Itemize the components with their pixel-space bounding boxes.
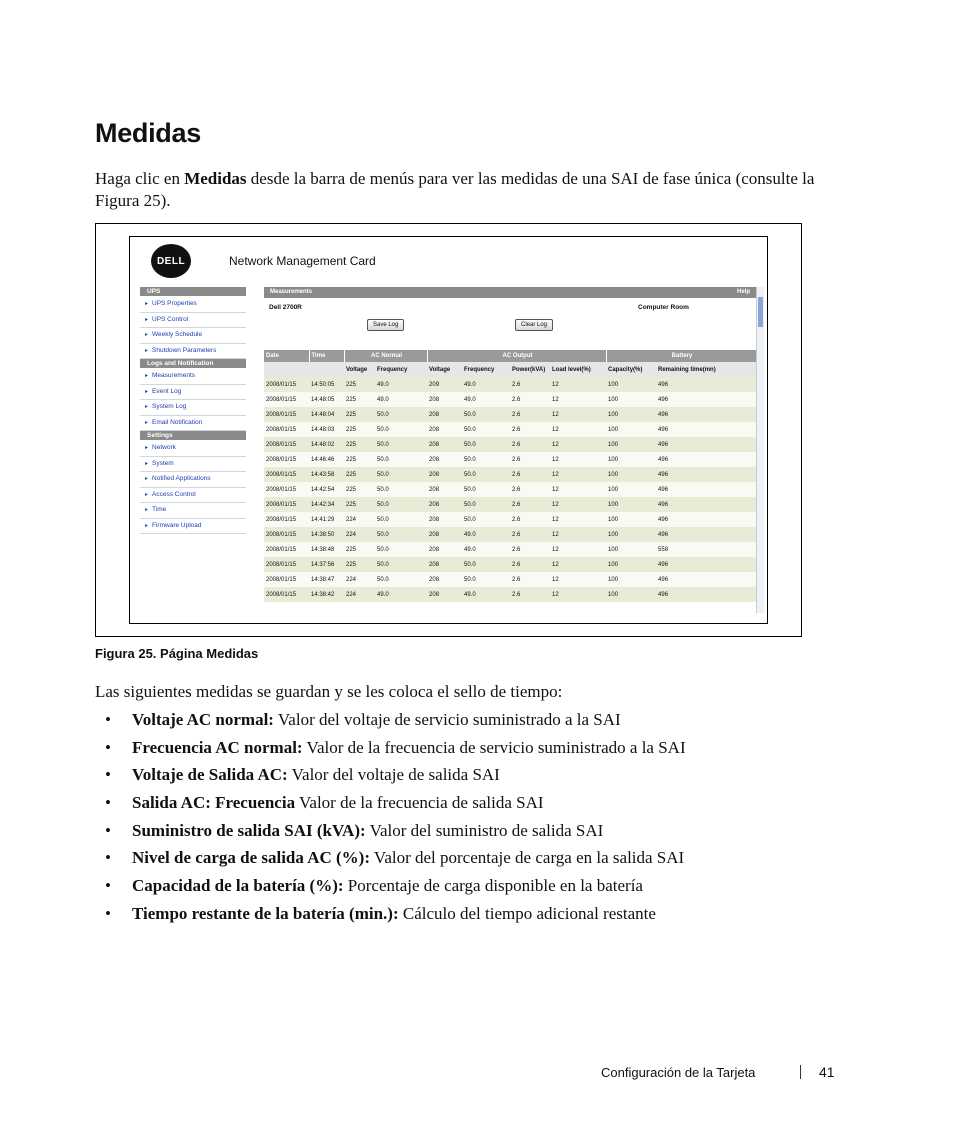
table-cell: 50.0 — [375, 572, 427, 587]
table-cell: 2008/01/15 — [264, 437, 309, 452]
table-cell: 50.0 — [462, 512, 510, 527]
table-cell: 50.0 — [375, 407, 427, 422]
footer-section-title: Configuración de la Tarjeta — [601, 1065, 756, 1080]
table-cell: 496 — [656, 422, 756, 437]
table-cell: 50.0 — [462, 467, 510, 482]
empty-header — [264, 362, 309, 377]
table-cell: 14:42:54 — [309, 482, 344, 497]
list-item-description: Porcentaje de carga disponible en la batería — [343, 876, 643, 896]
table-cell: 208 — [427, 557, 462, 572]
group-header-row — [264, 350, 756, 362]
table-cell: 2008/01/15 — [264, 587, 309, 602]
table-row — [264, 377, 756, 392]
table-cell: 14:50:05 — [309, 377, 344, 392]
table-cell: 2008/01/15 — [264, 452, 309, 467]
table-cell: 100 — [606, 452, 656, 467]
intro-text-post: desde la barra de menús para ver las medidas de una SAI de fase única (consulte la Figura 25). — [95, 169, 815, 210]
device-info — [264, 298, 756, 350]
table-cell: 208 — [427, 422, 462, 437]
column-header: Voltage — [427, 362, 462, 377]
column-header: Frequency — [462, 362, 510, 377]
panel-header — [264, 287, 756, 298]
table-cell: 2008/01/15 — [264, 557, 309, 572]
table-row — [264, 452, 756, 467]
table-cell: 2008/01/15 — [264, 482, 309, 497]
table-cell: 496 — [656, 392, 756, 407]
list-item-description: Valor del voltaje de servicio suministrado a la SAI — [273, 710, 621, 729]
table-cell: 2.6 — [510, 587, 550, 602]
intro-paragraph — [95, 168, 855, 212]
table-cell: 2008/01/15 — [264, 497, 309, 512]
table-cell: 208 — [427, 437, 462, 452]
table-cell: 2008/01/15 — [264, 512, 309, 527]
table-cell: 208 — [427, 407, 462, 422]
table-cell: 208 — [427, 392, 462, 407]
table-cell: 2008/01/15 — [264, 527, 309, 542]
sidebar-item[interactable]: ▸ Firmware Upload — [140, 519, 246, 535]
table-cell: 49.0 — [375, 392, 427, 407]
table-cell: 100 — [606, 467, 656, 482]
table-cell: 2008/01/15 — [264, 407, 309, 422]
table-cell: 2.6 — [510, 422, 550, 437]
ups-location: Computer Room — [638, 304, 689, 311]
table-row — [264, 482, 756, 497]
table-cell: 12 — [550, 572, 606, 587]
table-cell: 50.0 — [462, 422, 510, 437]
table-cell: 100 — [606, 437, 656, 452]
table-cell: 49.0 — [375, 587, 427, 602]
table-row — [264, 542, 756, 557]
intro-bold-term: Medidas — [184, 169, 247, 188]
table-cell: 2008/01/15 — [264, 392, 309, 407]
table-cell: 208 — [427, 542, 462, 557]
sidebar-item[interactable]: ▸ Weekly Schedule — [140, 328, 246, 344]
list-item — [105, 847, 686, 875]
list-item-term: Nivel de carga de salida AC (%): — [132, 848, 370, 868]
table-cell: 12 — [550, 542, 606, 557]
table-cell: 496 — [656, 437, 756, 452]
list-item — [105, 903, 686, 931]
table-cell: 2008/01/15 — [264, 467, 309, 482]
table-cell: 208 — [427, 497, 462, 512]
table-cell: 2.6 — [510, 572, 550, 587]
table-cell: 14:42:34 — [309, 497, 344, 512]
table-cell: 100 — [606, 557, 656, 572]
column-header: Voltage — [344, 362, 375, 377]
screenshot-window — [129, 236, 768, 624]
table-cell: 49.0 — [375, 377, 427, 392]
table-cell: 225 — [344, 557, 375, 572]
table-cell: 14:46:46 — [309, 452, 344, 467]
sidebar-item[interactable]: ▸ Measurements — [140, 369, 246, 385]
scrollbar-thumb[interactable] — [758, 297, 763, 327]
table-cell: 496 — [656, 407, 756, 422]
table-cell: 14:48:03 — [309, 422, 344, 437]
table-cell: 496 — [656, 482, 756, 497]
table-cell: 14:38:50 — [309, 527, 344, 542]
table-cell: 100 — [606, 572, 656, 587]
list-item-term: Tiempo restante de la batería (min.): — [132, 903, 399, 923]
table-row — [264, 407, 756, 422]
footer-divider — [800, 1065, 801, 1079]
table-row — [264, 497, 756, 512]
table-cell: 49.0 — [462, 377, 510, 392]
measurement-list — [105, 709, 686, 931]
list-item-description: Valor del porcentaje de carga en la salida SAI — [369, 848, 685, 868]
table-cell: 496 — [656, 512, 756, 527]
table-cell: 2.6 — [510, 512, 550, 527]
table-cell: 50.0 — [462, 452, 510, 467]
lead-paragraph: Las siguientes medidas se guardan y se les coloca el sello de tiempo: — [95, 682, 563, 701]
table-cell: 100 — [606, 482, 656, 497]
clear-log-button[interactable]: Clear Log — [515, 319, 553, 331]
table-cell: 2.6 — [510, 482, 550, 497]
sidebar-item[interactable]: ▸ Access Control — [140, 488, 246, 504]
table-cell: 50.0 — [462, 437, 510, 452]
table-cell: 2.6 — [510, 407, 550, 422]
column-header: Frequency — [375, 362, 427, 377]
table-cell: 225 — [344, 377, 375, 392]
table-cell: 12 — [550, 407, 606, 422]
table-cell: 2.6 — [510, 542, 550, 557]
table-cell: 224 — [344, 512, 375, 527]
table-cell: 100 — [606, 512, 656, 527]
table-cell: 225 — [344, 407, 375, 422]
table-cell: 100 — [606, 377, 656, 392]
table-cell: 49.0 — [462, 527, 510, 542]
table-cell: 12 — [550, 467, 606, 482]
table-cell: 225 — [344, 437, 375, 452]
table-cell: 14:38:48 — [309, 542, 344, 557]
table-cell: 496 — [656, 377, 756, 392]
table-cell: 12 — [550, 557, 606, 572]
table-cell: 50.0 — [375, 512, 427, 527]
table-cell: 224 — [344, 572, 375, 587]
app-title: Network Management Card — [229, 254, 376, 268]
measurements-table — [264, 350, 757, 602]
table-cell: 225 — [344, 392, 375, 407]
table-cell: 50.0 — [375, 467, 427, 482]
ups-model: Dell 2700R — [269, 304, 302, 311]
table-cell: 2008/01/15 — [264, 572, 309, 587]
table-cell: 49.0 — [462, 542, 510, 557]
table-cell: 50.0 — [375, 497, 427, 512]
table-cell: 50.0 — [375, 452, 427, 467]
table-cell: 2.6 — [510, 392, 550, 407]
sidebar-item[interactable]: ▸ Notified Applications — [140, 472, 246, 488]
table-cell: 225 — [344, 542, 375, 557]
list-item-term: Suministro de salida SAI (kVA): — [132, 820, 366, 840]
table-cell: 225 — [344, 422, 375, 437]
table-cell: 2.6 — [510, 527, 550, 542]
header-date: Date — [264, 350, 309, 362]
list-item-description: Valor de la frecuencia de servicio suministrado a la SAI — [302, 737, 686, 757]
list-item-term: Voltaje AC normal: — [132, 710, 274, 729]
table-cell: 12 — [550, 452, 606, 467]
list-item-term: Frecuencia AC normal: — [132, 737, 303, 757]
table-cell: 225 — [344, 452, 375, 467]
table-cell: 224 — [344, 587, 375, 602]
table-cell: 100 — [606, 542, 656, 557]
sidebar-item[interactable]: ▸ System Log — [140, 400, 246, 416]
list-item — [105, 875, 686, 903]
table-cell: 208 — [427, 512, 462, 527]
table-cell: 2008/01/15 — [264, 422, 309, 437]
table-cell: 50.0 — [375, 422, 427, 437]
table-cell: 100 — [606, 422, 656, 437]
table-cell: 225 — [344, 482, 375, 497]
list-item — [105, 792, 686, 820]
table-cell: 49.0 — [462, 587, 510, 602]
list-item-description: Valor de la frecuencia de salida SAI — [295, 793, 544, 813]
table-cell: 14:37:56 — [309, 557, 344, 572]
sidebar-item[interactable]: ▸ Event Log — [140, 385, 246, 401]
list-item-description: Valor del voltaje de salida SAI — [287, 765, 500, 785]
table-cell: 50.0 — [462, 497, 510, 512]
table-cell: 14:48:05 — [309, 392, 344, 407]
column-header: Power(kVA) — [510, 362, 550, 377]
table-cell: 14:41:29 — [309, 512, 344, 527]
sidebar-item[interactable]: ▸ Network — [140, 441, 246, 457]
column-header: Load level(%) — [550, 362, 606, 377]
table-row — [264, 587, 756, 602]
table-cell: 225 — [344, 497, 375, 512]
table-body — [264, 377, 756, 602]
table-cell: 100 — [606, 527, 656, 542]
table-cell: 558 — [656, 542, 756, 557]
table-cell: 50.0 — [462, 482, 510, 497]
sidebar-item[interactable]: ▸ Email Notification — [140, 416, 246, 432]
table-cell: 496 — [656, 527, 756, 542]
table-cell: 100 — [606, 407, 656, 422]
table-cell: 49.0 — [462, 392, 510, 407]
nav-section-header: UPS — [140, 287, 246, 296]
header-battery: Battery — [606, 350, 756, 362]
list-item — [105, 709, 686, 737]
list-item — [105, 737, 686, 765]
table-cell: 50.0 — [375, 482, 427, 497]
table-cell: 2.6 — [510, 467, 550, 482]
vertical-scrollbar[interactable] — [756, 287, 764, 613]
table-cell: 2008/01/15 — [264, 377, 309, 392]
sidebar-item[interactable]: ▸ UPS Properties — [140, 297, 246, 313]
table-row — [264, 557, 756, 572]
table-cell: 14:38:47 — [309, 572, 344, 587]
table-cell: 12 — [550, 392, 606, 407]
table-cell: 50.0 — [375, 557, 427, 572]
table-cell: 496 — [656, 557, 756, 572]
table-row — [264, 512, 756, 527]
list-item-term: Capacidad de la batería (%): — [132, 876, 344, 896]
header-ac-output: AC Output — [427, 350, 606, 362]
list-item — [105, 820, 686, 848]
nav-section-header: Logs and Notification — [140, 359, 246, 368]
table-cell: 225 — [344, 467, 375, 482]
table-cell: 50.0 — [375, 527, 427, 542]
table-cell: 2.6 — [510, 452, 550, 467]
table-cell: 50.0 — [462, 572, 510, 587]
column-header-row — [264, 362, 756, 377]
table-row — [264, 572, 756, 587]
table-cell: 496 — [656, 572, 756, 587]
table-cell: 208 — [427, 467, 462, 482]
table-cell: 100 — [606, 587, 656, 602]
list-item-term: Voltaje de Salida AC: — [132, 765, 288, 785]
panel-title: Measurements — [270, 289, 313, 295]
list-item-term: Salida AC: Frecuencia — [132, 793, 296, 813]
table-cell: 12 — [550, 422, 606, 437]
table-cell: 50.0 — [375, 542, 427, 557]
list-item — [105, 764, 686, 792]
empty-header — [309, 362, 344, 377]
table-cell: 208 — [427, 572, 462, 587]
table-cell: 496 — [656, 497, 756, 512]
table-cell: 12 — [550, 512, 606, 527]
sidebar-item[interactable]: ▸ UPS Control — [140, 313, 246, 329]
table-cell: 12 — [550, 377, 606, 392]
measurements-panel — [264, 287, 756, 613]
save-log-button[interactable]: Save Log — [367, 319, 404, 331]
table-cell: 2.6 — [510, 557, 550, 572]
table-cell: 50.0 — [462, 407, 510, 422]
sidebar-nav — [140, 287, 246, 534]
table-cell: 208 — [427, 452, 462, 467]
table-cell: 12 — [550, 527, 606, 542]
sidebar-item[interactable]: ▸ Shutdown Parameters — [140, 344, 246, 360]
column-header: Capacity(%) — [606, 362, 656, 377]
sidebar-item[interactable]: ▸ System — [140, 457, 246, 473]
table-cell: 2008/01/15 — [264, 542, 309, 557]
table-row — [264, 527, 756, 542]
sidebar-item[interactable]: ▸ Time — [140, 503, 246, 519]
help-link[interactable]: Help — [736, 289, 750, 295]
nav-section-header: Settings — [140, 431, 246, 440]
dell-logo: DELL — [151, 244, 191, 278]
figure-caption: Figura 25. Página Medidas — [95, 646, 259, 661]
table-cell: 12 — [550, 482, 606, 497]
table-cell: 14:43:58 — [309, 467, 344, 482]
table-row — [264, 437, 756, 452]
table-row — [264, 392, 756, 407]
table-cell: 496 — [656, 452, 756, 467]
table-cell: 208 — [427, 587, 462, 602]
table-cell: 12 — [550, 587, 606, 602]
table-cell: 14:48:02 — [309, 437, 344, 452]
table-cell: 12 — [550, 497, 606, 512]
table-cell: 14:48:04 — [309, 407, 344, 422]
page-title: Medidas — [95, 118, 201, 148]
column-header: Remaining time(mn) — [656, 362, 756, 377]
table-row — [264, 467, 756, 482]
table-cell: 208 — [427, 527, 462, 542]
header-ac-normal: AC Normal — [344, 350, 427, 362]
table-cell: 12 — [550, 437, 606, 452]
table-row — [264, 422, 756, 437]
list-item-description: Valor del suministro de salida SAI — [365, 820, 604, 840]
figure-frame — [95, 223, 802, 637]
table-cell: 50.0 — [462, 557, 510, 572]
table-cell: 208 — [427, 482, 462, 497]
table-cell: 496 — [656, 587, 756, 602]
intro-text-pre: Haga clic en — [95, 169, 185, 188]
header-time: Time — [309, 350, 344, 362]
table-cell: 209 — [427, 377, 462, 392]
table-cell: 50.0 — [375, 437, 427, 452]
table-cell: 224 — [344, 527, 375, 542]
table-cell: 14:38:42 — [309, 587, 344, 602]
table-cell: 100 — [606, 392, 656, 407]
table-cell: 2.6 — [510, 497, 550, 512]
table-cell: 2.6 — [510, 437, 550, 452]
table-cell: 100 — [606, 497, 656, 512]
table-cell: 2.6 — [510, 377, 550, 392]
list-item-description: Cálculo del tiempo adicional restante — [398, 903, 656, 923]
table-cell: 496 — [656, 467, 756, 482]
page-number: 41 — [819, 1064, 835, 1080]
